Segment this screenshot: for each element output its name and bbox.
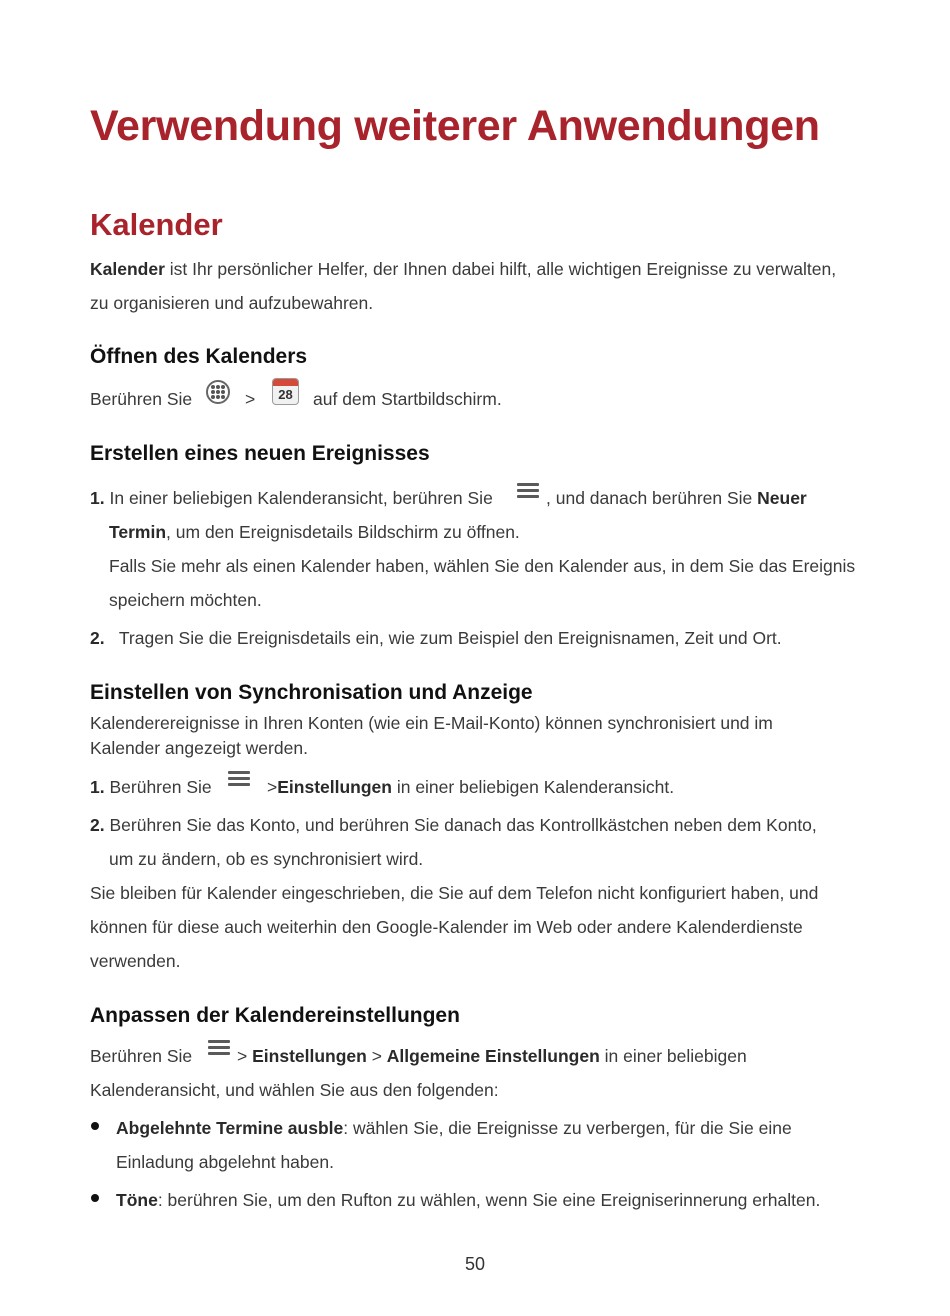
heading-calendar-settings: Anpassen der Kalendereinstellungen: [90, 1004, 460, 1027]
intro-bold: Kalender: [90, 259, 165, 279]
open-separator: >: [245, 389, 256, 409]
menu-icon: [517, 483, 539, 501]
step-number: 2.: [90, 815, 105, 835]
create-step-2-text: Tragen Sie die Ereignisdetails ein, wie zum Beispiel den Ereignisnamen, Zeit und Ort.: [118, 628, 782, 648]
sync-step-1-separator: >: [267, 777, 278, 797]
heading-create-event: Erstellen eines neuen Ereignisses: [90, 442, 430, 465]
create-step-1-line-3: Falls Sie mehr als einen Kalender haben, wählen Sie den Kalender aus, in dem Sie das Ereignis: [109, 556, 856, 576]
sync-intro-line-2: Kalender angezeigt werden.: [90, 738, 308, 758]
section-heading-kalender: Kalender: [90, 207, 223, 242]
settings-bold-einstellungen: Einstellungen: [252, 1046, 367, 1066]
create-step-1-line-4: speichern möchten.: [109, 590, 262, 610]
open-after-text: auf dem Startbildschirm.: [313, 389, 502, 409]
sync-step-1-b: [267, 770, 674, 804]
bullet-item-1-line-1: [116, 1111, 792, 1145]
settings-line-1b: [237, 1039, 747, 1073]
sync-step-2-text-a: Berühren Sie das Konto, und berühren Sie danach das Kontrollkästchen neben dem Konto,: [109, 815, 817, 835]
create-step-1-text-b: , und danach berühren Sie: [546, 488, 758, 508]
open-instruction: [90, 382, 192, 416]
intro-line-1: [90, 252, 836, 286]
menu-icon: [208, 1040, 230, 1058]
create-step-1-bold-neuer: Neuer: [757, 488, 807, 508]
sync-step-1-text-b: in einer beliebigen Kalenderansicht.: [391, 777, 675, 797]
create-step-1-text-c: , um den Ereignisdetails Bildschirm zu öffnen.: [166, 522, 520, 542]
bullet-1-bold: Abgelehnte Termine ausble: [116, 1118, 344, 1138]
create-step-1-line-1b: [546, 481, 807, 515]
page-number: 50: [464, 1254, 486, 1274]
settings-line-2: Kalenderansicht, und wählen Sie aus den folgenden:: [90, 1080, 499, 1100]
intro-text: ist Ihr persönlicher Helfer, der Ihnen dabei hilft, alle wichtigen Ereignisse zu verwalten,: [164, 259, 837, 279]
apps-icon: [206, 380, 230, 404]
open-before-text: Berühren Sie: [90, 389, 193, 409]
step-number: 1.: [90, 777, 105, 797]
settings-separator-1: >: [237, 1046, 248, 1066]
create-step-1-line-2: [109, 515, 520, 549]
sync-step-2-line-2: um zu ändern, ob es synchronisiert wird.: [109, 849, 424, 869]
calendar-icon: [272, 378, 299, 405]
heading-open-calendar: Öffnen des Kalenders: [90, 345, 308, 368]
sync-note-line-3: verwenden.: [90, 951, 181, 971]
sync-step-1-text-a: Berühren Sie: [109, 777, 212, 797]
create-step-1-line-1: [90, 481, 493, 515]
sync-step-1: [90, 770, 212, 804]
step-number: 1.: [90, 488, 105, 508]
settings-bold-allgemeine: Allgemeine Einstellungen: [386, 1046, 600, 1066]
bullet-dot: [91, 1122, 99, 1130]
step-number: 2.: [90, 628, 105, 648]
create-step-1-text-a: In einer beliebigen Kalenderansicht, berühren Sie: [109, 488, 493, 508]
intro-line-2: zu organisieren und aufzubewahren.: [90, 293, 374, 313]
heading-sync-display: Einstellen von Synchronisation und Anzeige: [90, 681, 533, 704]
bullet-1-text: : wählen Sie, die Ereignisse zu verbergen, für die Sie eine: [343, 1118, 792, 1138]
bullet-2-bold: Töne: [116, 1190, 158, 1210]
sync-note-line-1: Sie bleiben für Kalender eingeschrieben, die Sie auf dem Telefon nicht konfiguriert haben, und: [90, 883, 819, 903]
settings-line-1a: Berühren Sie: [90, 1046, 193, 1066]
create-step-1-bold-termin: Termin: [109, 522, 167, 542]
bullet-dot: [91, 1194, 99, 1202]
page-title: Verwendung weiterer Anwendungen: [90, 102, 820, 150]
create-step-2: [90, 621, 782, 655]
sync-step-2-line-1: [90, 808, 817, 842]
sync-note-line-2: können für diese auch weiterhin den Google-Kalender im Web oder andere Kalenderdienste: [90, 917, 803, 937]
bullet-item-2: [116, 1183, 820, 1217]
sync-step-1-bold: Einstellungen: [277, 777, 392, 797]
sync-intro-line-1: Kalenderereignisse in Ihren Konten (wie ein E-Mail-Konto) können synchronisiert und im: [90, 713, 773, 733]
settings-separator-2: >: [366, 1046, 387, 1066]
menu-icon: [228, 771, 250, 789]
calendar-icon-day: 28: [278, 387, 293, 402]
bullet-item-1-line-2: Einladung abgelehnt haben.: [116, 1152, 334, 1172]
bullet-2-text: : berühren Sie, um den Rufton zu wählen, wenn Sie eine Ereigniserinnerung erhalten.: [157, 1190, 821, 1210]
settings-text-b: in einer beliebigen: [599, 1046, 747, 1066]
